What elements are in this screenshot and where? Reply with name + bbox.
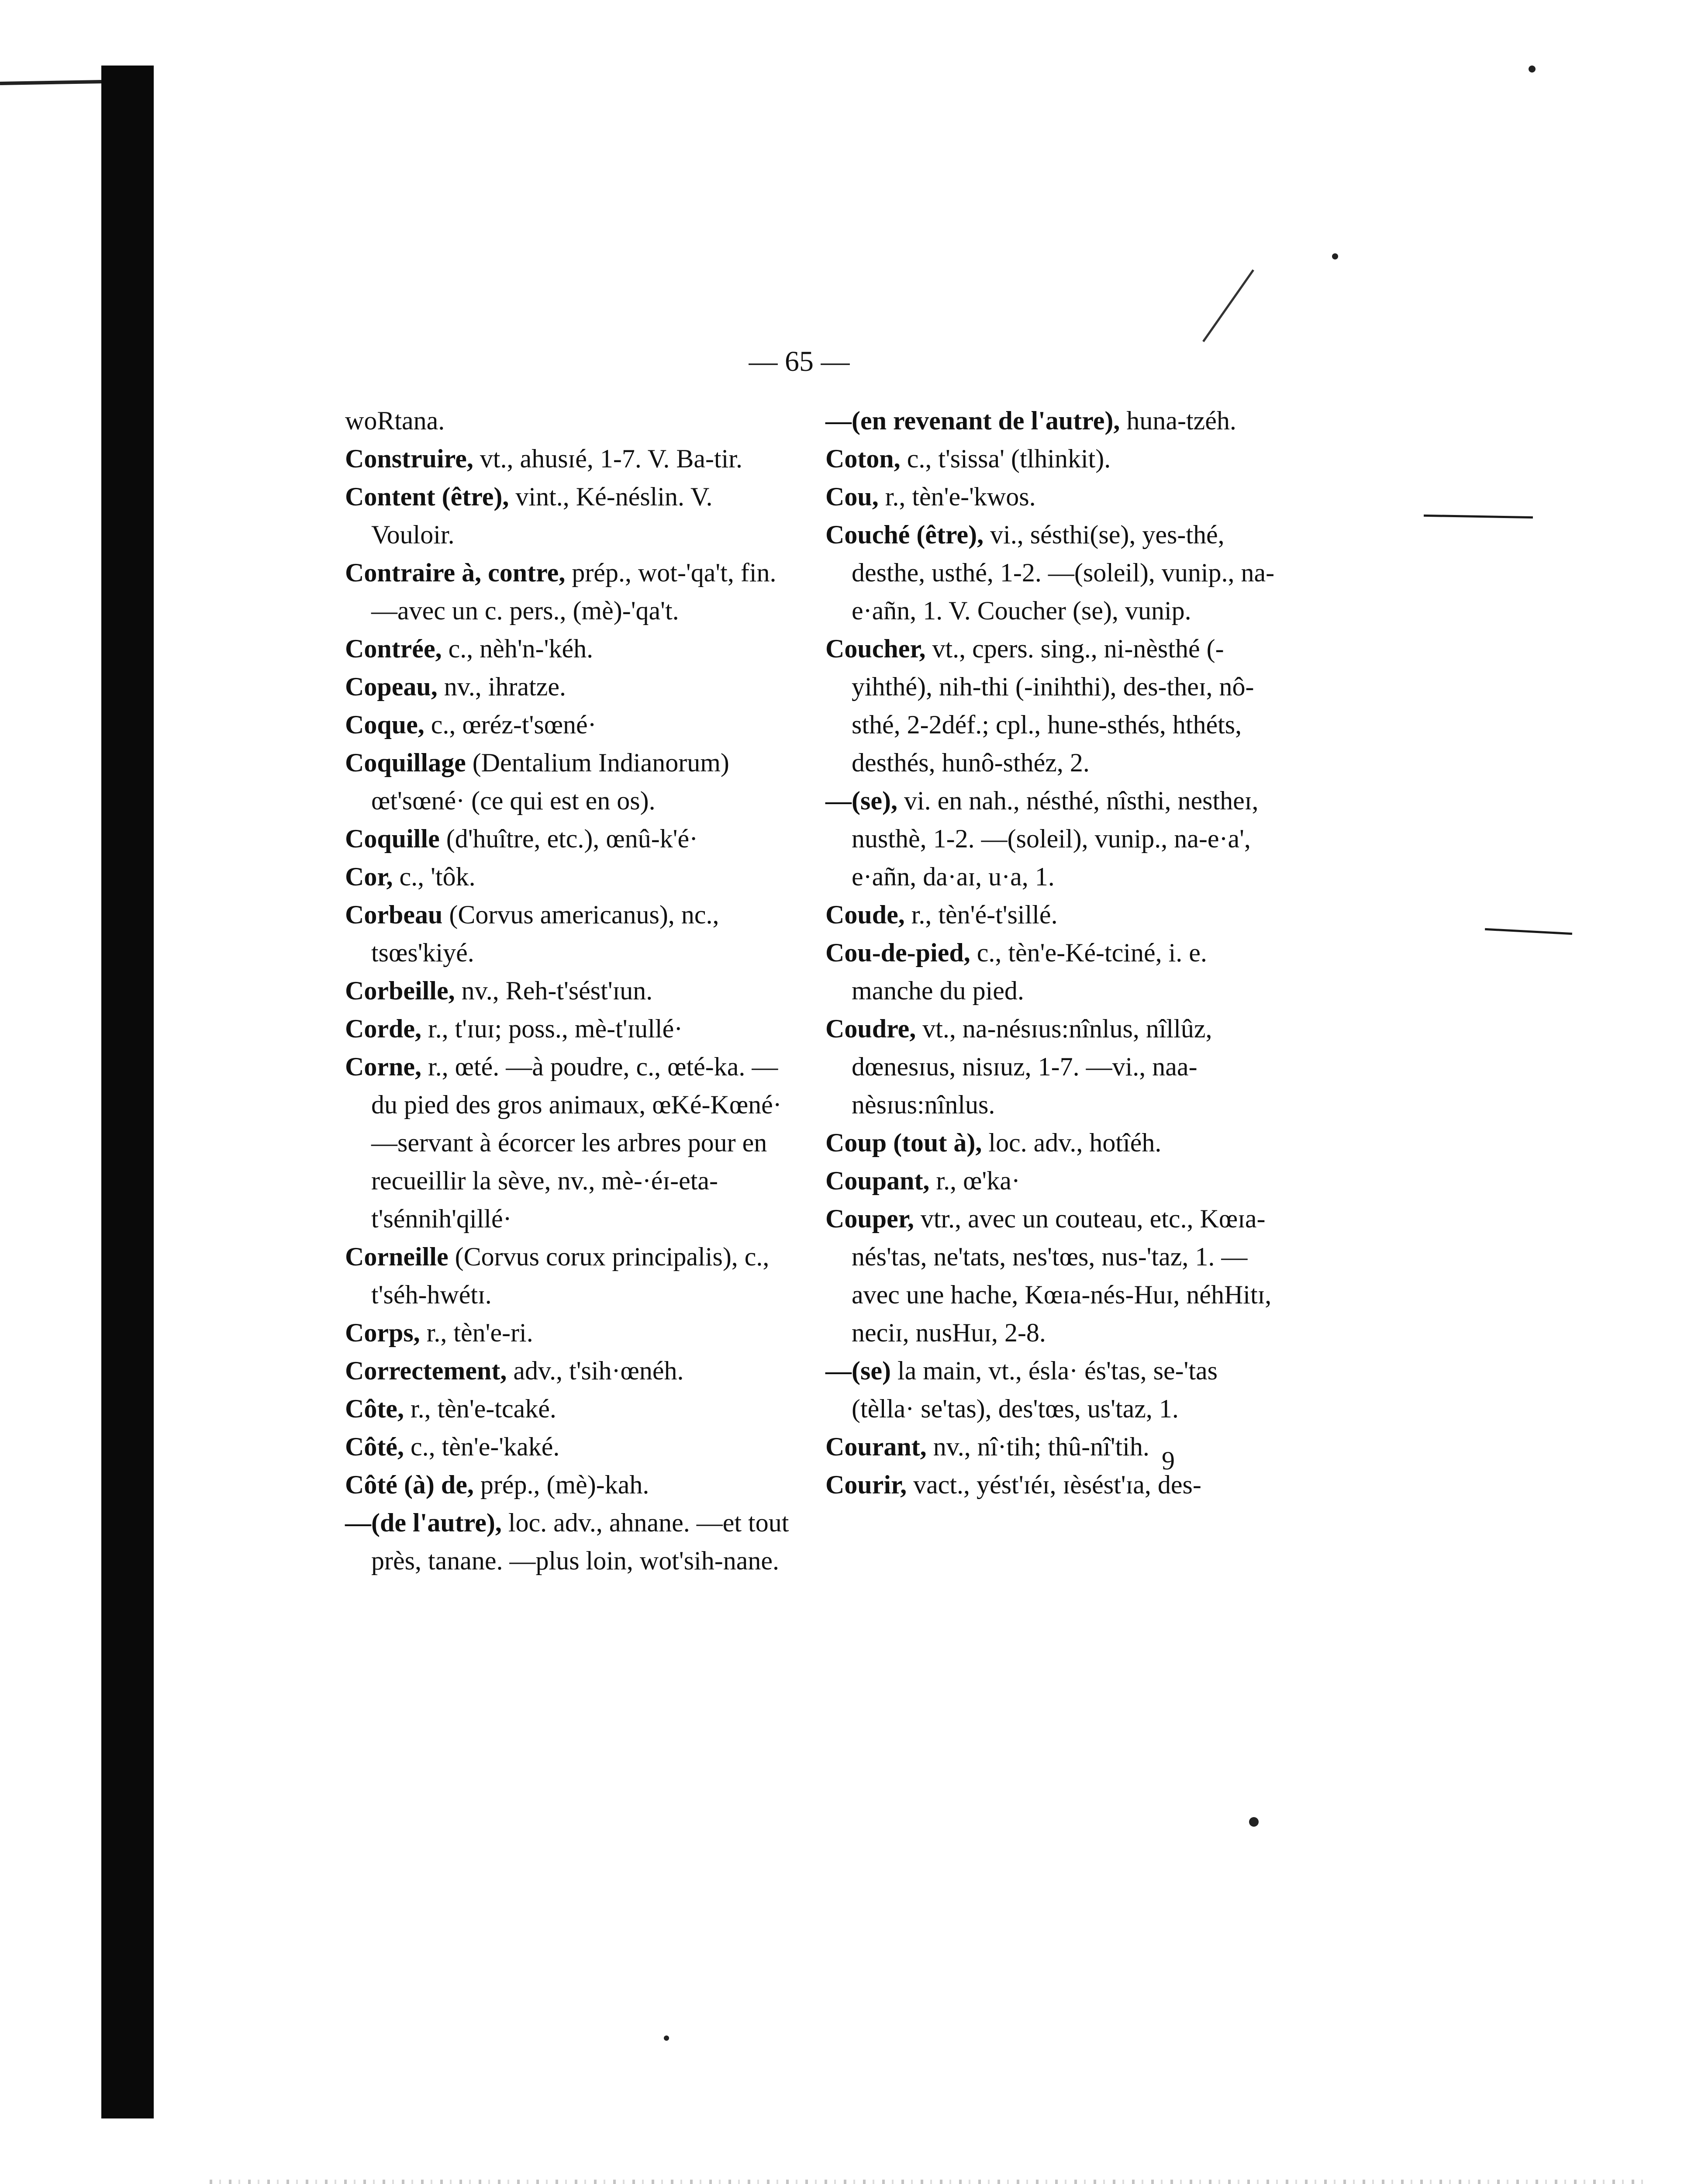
entry-definition: (Dentalium Indianorum) œt'sœné· (ce qui est en os). bbox=[371, 748, 729, 815]
dictionary-entry bbox=[345, 440, 799, 478]
entry-definition: vtr., avec un couteau, etc., Kœɪa-nés'tas, ne'tats, nes'tœs, nus-'taz, 1. —avec une hache, Kœɪa-nés-Huɪ, néhHitɪ, neciɪ, nusHuɪ, 2-8. bbox=[852, 1204, 1272, 1347]
entry-definition: loc. adv., hotîéh. bbox=[982, 1128, 1162, 1157]
entry-headword: Couper, bbox=[825, 1204, 914, 1233]
entry-definition: nv., ihratze. bbox=[437, 672, 566, 701]
entry-definition: prép., wot-'qa't, fin. —avec un c. pers., (mè)-'qa't. bbox=[371, 558, 776, 625]
dictionary-entry bbox=[825, 782, 1280, 896]
dictionary-entry bbox=[345, 402, 799, 440]
speck bbox=[1332, 253, 1338, 259]
dictionary-entry bbox=[345, 858, 799, 896]
dictionary-entry bbox=[825, 478, 1280, 516]
entry-definition: c., nèh'n-'kéh. bbox=[442, 634, 594, 663]
dictionary-entry bbox=[345, 668, 799, 706]
entry-headword: Coton, bbox=[825, 444, 901, 473]
entry-definition: woRtana. bbox=[345, 406, 445, 435]
pencil-mark bbox=[1202, 270, 1254, 342]
entry-headword: Coude, bbox=[825, 900, 905, 929]
margin-mark bbox=[1424, 515, 1533, 518]
entry-definition: c., 'tôk. bbox=[393, 862, 476, 891]
entry-definition: la main, vt., ésla· és'tas, se-'tas (tèlla· se'tas), des'tœs, us'taz, 1. bbox=[852, 1356, 1218, 1423]
entry-headword: —(de l'autre), bbox=[345, 1508, 502, 1537]
dictionary-entry bbox=[345, 1238, 799, 1314]
dictionary-entry bbox=[345, 706, 799, 744]
dictionary-entry bbox=[345, 1390, 799, 1428]
left-column bbox=[345, 402, 799, 1580]
dictionary-entry bbox=[345, 1428, 799, 1466]
entry-headword: —(en revenant de l'autre), bbox=[825, 406, 1120, 435]
entry-headword: —(se), bbox=[825, 786, 897, 815]
entry-definition: vt., cpers. sing., ni-nèsthé (-yihthé), nih-thi (-inihthi), des-theɪ, nô-sthé, 2-2déf.; cpl., hune-sthés, hthéts, desthés, hunô-sthéz, 2. bbox=[852, 634, 1254, 777]
entry-headword: Cor, bbox=[345, 862, 393, 891]
dictionary-entry bbox=[825, 1162, 1280, 1200]
dictionary-entry bbox=[345, 896, 799, 972]
scan-edge-line bbox=[0, 80, 101, 85]
entry-headword: Corne, bbox=[345, 1052, 421, 1081]
dictionary-entry bbox=[825, 516, 1280, 630]
entry-definition: nv., nî·tih; thû-nî'tih. bbox=[926, 1432, 1149, 1461]
entry-headword: Coupant, bbox=[825, 1166, 930, 1195]
entry-definition: (Corvus americanus), nc., tsœs'kiyé. bbox=[371, 900, 719, 967]
entry-definition: c., tèn'e-'kaké. bbox=[404, 1432, 560, 1461]
dictionary-entry bbox=[345, 554, 799, 630]
entry-headword: —(se) bbox=[825, 1356, 891, 1385]
entry-definition: vact., yést'ɪéɪ, ɪèsést'ɪa, des- bbox=[907, 1470, 1201, 1499]
entry-definition: prép., (mè)-kah. bbox=[473, 1470, 649, 1499]
dictionary-entry bbox=[825, 1200, 1280, 1352]
entry-definition: loc. adv., ahnane. —et tout près, tanane. —plus loin, wot'sih-nane. bbox=[371, 1508, 789, 1575]
entry-headword: Correctement, bbox=[345, 1356, 507, 1385]
entry-headword: Construire, bbox=[345, 444, 473, 473]
signature-mark: 9 bbox=[1162, 1446, 1175, 1475]
dictionary-entry bbox=[345, 1466, 799, 1504]
book-spine-shadow bbox=[101, 66, 154, 2118]
entry-definition: vi., sésthi(se), yes-thé, desthe, usthé, 1-2. —(soleil), vunip., na-e·añn, 1. V. Coucher (se), vunip. bbox=[852, 520, 1275, 625]
entry-definition: c., t'sissa' (tlhinkit). bbox=[900, 444, 1111, 473]
dictionary-entry bbox=[345, 1352, 799, 1390]
entry-definition: r., œté. —à poudre, c., œté-ka. —du pied des gros animaux, œKé-Kœné· —servant à écorcer les arbres pour en recueillir la sève, nv., mè-·éɪ-eta-t'sénnih'qillé· bbox=[371, 1052, 782, 1233]
dictionary-entry bbox=[345, 972, 799, 1010]
dictionary-entry bbox=[345, 630, 799, 668]
entry-headword: Côté, bbox=[345, 1432, 404, 1461]
scan-noise bbox=[210, 2180, 1651, 2184]
entry-definition: r., tèn'é-t'sillé. bbox=[904, 900, 1058, 929]
dictionary-entry bbox=[825, 440, 1280, 478]
dictionary-entry bbox=[345, 1504, 799, 1580]
entry-definition: r., tèn'e-tcaké. bbox=[404, 1394, 556, 1423]
entry-headword: Coquille bbox=[345, 824, 440, 853]
entry-headword: Contrée, bbox=[345, 634, 442, 663]
entry-headword: Corps, bbox=[345, 1318, 420, 1347]
entry-definition: vt., na-nésɪus:nînlus, nîllûz, dœnesɪus, nisɪuz, 1-7. —vi., naa-nèsɪus:nînlus. bbox=[852, 1014, 1212, 1119]
right-column bbox=[825, 402, 1280, 1504]
entry-headword: Cou, bbox=[825, 482, 879, 511]
speck bbox=[664, 2035, 669, 2041]
entry-headword: Coucher, bbox=[825, 634, 926, 663]
dictionary-entry bbox=[345, 1048, 799, 1238]
entry-headword: Corbeau bbox=[345, 900, 443, 929]
entry-headword: Content (être), bbox=[345, 482, 509, 511]
entry-definition: r., œ'ka· bbox=[929, 1166, 1020, 1195]
entry-definition: (Corvus corux principalis), c., t'séh-hwétɪ. bbox=[371, 1242, 770, 1309]
dictionary-entry bbox=[825, 1352, 1280, 1428]
dictionary-entry bbox=[825, 1124, 1280, 1162]
entry-headword: Coque, bbox=[345, 710, 424, 739]
dictionary-entry bbox=[345, 1010, 799, 1048]
entry-definition: vint., Ké-néslin. V. Vouloir. bbox=[371, 482, 713, 549]
entry-definition: r., t'ɪuɪ; poss., mè-t'ɪullé· bbox=[421, 1014, 683, 1043]
page-number: — 65 — bbox=[749, 346, 850, 377]
entry-headword: Copeau, bbox=[345, 672, 438, 701]
dictionary-entry bbox=[825, 402, 1280, 440]
dictionary-entry bbox=[345, 820, 799, 858]
entry-definition: nv., Reh-t'sést'ɪun. bbox=[455, 976, 653, 1005]
entry-definition: c., tèn'e-Ké-tciné, i. e. manche du pied. bbox=[852, 938, 1207, 1005]
entry-definition: r., tèn'e-'kwos. bbox=[878, 482, 1036, 511]
dictionary-entry bbox=[825, 1466, 1280, 1504]
dictionary-entry bbox=[825, 630, 1280, 782]
entry-definition: vi. en nah., nésthé, nîsthi, nestheɪ, nusthè, 1-2. —(soleil), vunip., na-e·a', e·añn, da·aɪ, u·a, 1. bbox=[852, 786, 1259, 891]
entry-definition: vt., ahusɪé, 1-7. V. Ba-tir. bbox=[473, 444, 742, 473]
dictionary-entry bbox=[825, 896, 1280, 934]
dictionary-entry bbox=[345, 478, 799, 554]
entry-headword: Coquillage bbox=[345, 748, 466, 777]
entry-headword: Corbeille, bbox=[345, 976, 455, 1005]
entry-definition: c., œréz-t'sœné· bbox=[424, 710, 597, 739]
entry-definition: r., tèn'e-ri. bbox=[420, 1318, 533, 1347]
dictionary-entry bbox=[825, 1010, 1280, 1124]
speck bbox=[1249, 1817, 1259, 1827]
dictionary-entry bbox=[345, 1314, 799, 1352]
entry-headword: Courant, bbox=[825, 1432, 927, 1461]
entry-headword: Côté (à) de, bbox=[345, 1470, 474, 1499]
dictionary-entry bbox=[345, 744, 799, 820]
entry-headword: Coup (tout à), bbox=[825, 1128, 982, 1157]
margin-mark bbox=[1485, 928, 1572, 935]
entry-definition: huna-tzéh. bbox=[1120, 406, 1236, 435]
entry-headword: Côte, bbox=[345, 1394, 404, 1423]
entry-definition: adv., t'sih·œnéh. bbox=[507, 1356, 684, 1385]
entry-headword: Courir, bbox=[825, 1470, 907, 1499]
speck bbox=[1529, 66, 1536, 73]
entry-headword: Cou-de-pied, bbox=[825, 938, 970, 967]
dictionary-entry bbox=[825, 1428, 1280, 1466]
dictionary-entry bbox=[825, 934, 1280, 1010]
entry-headword: Corde, bbox=[345, 1014, 421, 1043]
entry-headword: Contraire à, contre, bbox=[345, 558, 566, 587]
entry-headword: Coudre, bbox=[825, 1014, 916, 1043]
entry-headword: Corneille bbox=[345, 1242, 449, 1271]
entry-definition: (d'huître, etc.), œnû-k'é· bbox=[439, 824, 698, 853]
entry-headword: Couché (être), bbox=[825, 520, 984, 549]
